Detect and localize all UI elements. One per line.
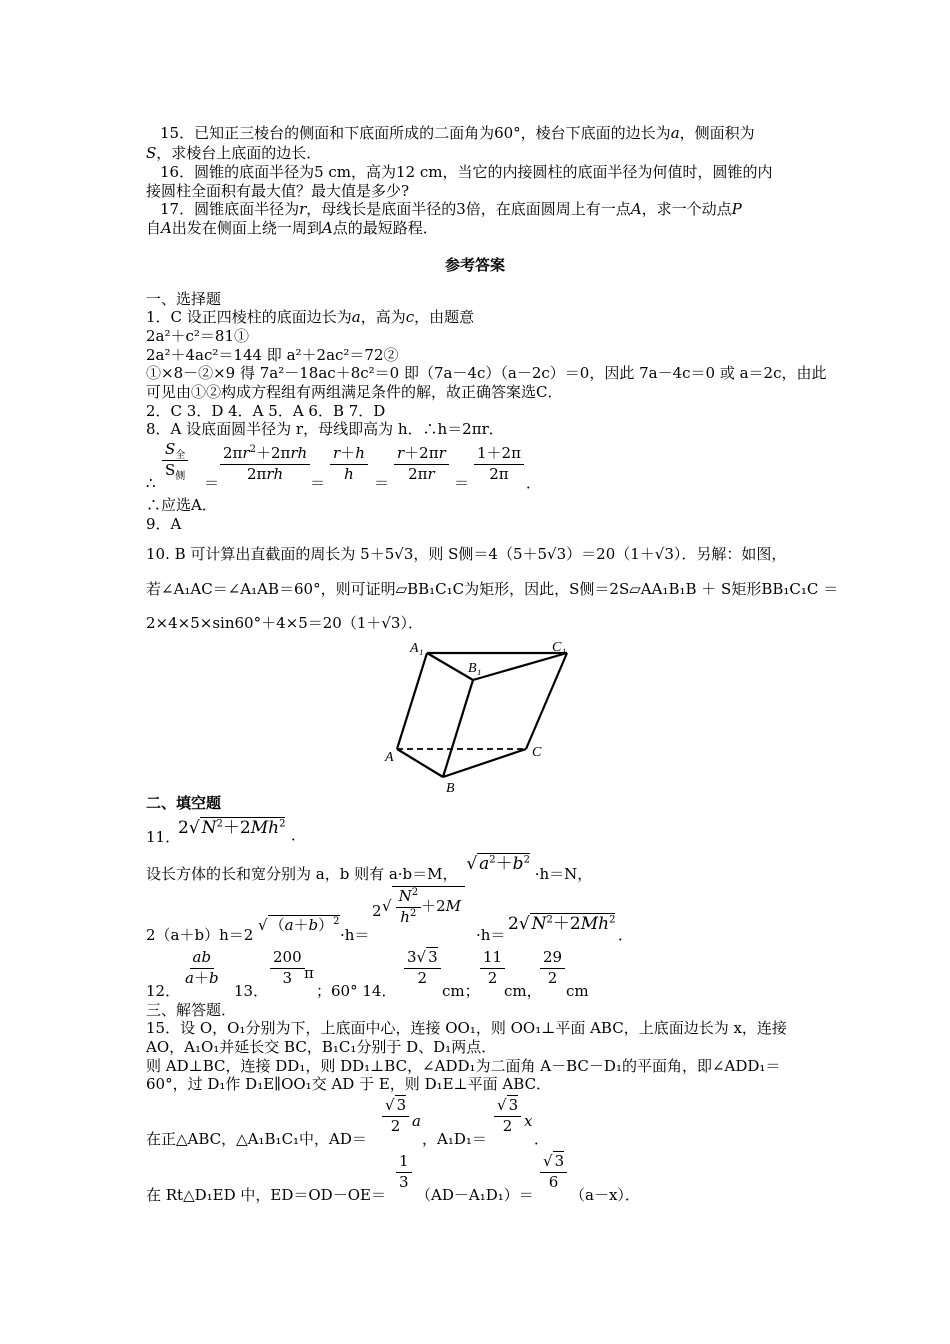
answer-10-line2: 若∠A₁AC＝∠A₁AB＝60°，则可证明▱BB₁C₁C为矩形，因此，S侧＝2S▱AA₁B₁B ＋ S矩形BB₁C₁C ＝	[146, 580, 839, 598]
answer-10-line3: 2×4×5×sin60°＋4×5＝20（1＋√3）．	[146, 614, 423, 632]
answer-2-7: 2．C 3．D 4．A 5．A 6．B 7．D	[146, 402, 386, 420]
answer-15-line5: 在正△ABC，△A₁B₁C₁中，AD＝ $\frac{√ 3}{2}$ a ，A₁D₁＝ $\frac{√ 3}{2}$ x ．	[146, 1096, 550, 1148]
fraction-3sqrt3-2: $\frac{3√ 3}{2}$	[404, 948, 441, 988]
figure-label-b: B	[446, 781, 455, 796]
fraction-sqrt3-2-x: $\frac{√ 3}{2}$	[494, 1096, 521, 1136]
answer-8-choose: ∴应选A．	[146, 496, 217, 514]
problem-15-line1: 15．已知正三棱台的侧面和下底面所成的二面角为60°，棱台下底面的边长为a，侧面积为	[160, 124, 755, 142]
answers-title: 参考答案	[444, 256, 505, 274]
section-1-heading: 一、选择题	[146, 290, 222, 308]
problem-17-line1: 17．圆锥底面半径为r，母线长是底面半径的3倍，在底面圆周上有一点A，求一个动点P	[160, 200, 742, 218]
answer-1-line4: ①×8－②×9 得 7a²－18ac＋8c²＝0 即（7a－4c）（a－2c）＝0，因此 7a－4c＝0 或 a＝2c，由此	[146, 364, 827, 382]
fraction-3: $\frac{r+2\pi r}{2\pi r}$	[394, 444, 449, 484]
problem-17-line2: 自A出发在侧面上绕一周到A点的最短路程．	[146, 219, 438, 237]
section-3-heading: 三、解答题．	[146, 1001, 237, 1019]
answer-1-line2: 2a²＋c²＝81①	[146, 327, 250, 345]
answer-15-line4: 60°，过 D₁作 D₁E∥OO₁交 AD 于 E，则 D₁E⊥平面 ABC．	[146, 1075, 552, 1093]
answer-8-line1: 8．A 设底面圆半径为 r，母线即高为 h．∴h＝2πr．	[146, 420, 504, 438]
answer-15-line2: AO，A₁O₁并延长交 BC，B₁C₁分别于 D、D₁两点．	[146, 1038, 497, 1056]
fraction-11-2: $\frac{11}{2}$	[480, 948, 505, 988]
fraction-29-2: $\frac{29}{2}$	[540, 948, 565, 988]
answer-11-line2: 设长方体的长和宽分别为 a，b 则有 a·b＝M， √ $a^2+b^2 \cdot h=N$，	[146, 854, 593, 883]
fraction-1: $2\pi r^2+2\pi rh$ 2πrh	[220, 444, 310, 484]
answer-9: 9．A	[146, 515, 182, 533]
fraction-sqrt3-6: $\frac{√ 3}{6}$	[540, 1152, 567, 1192]
answer-11: 11． 2√ $N^2+2Mh^2$ ．	[146, 818, 307, 846]
answer-1-line1: 1．C 设正四棱柱的底面边长为a，高为c，由题意	[146, 308, 475, 326]
figure-label-c1: C₁	[552, 640, 567, 655]
fraction-2: $\frac{r+h}{h}$	[330, 444, 368, 484]
problem-16-line1: 16．圆锥的底面半径为5 cm，高为12 cm，当它的内接圆柱的底面半径为何值时，圆锥的内	[160, 163, 773, 181]
prism-figure	[380, 636, 580, 796]
fraction-200-3: $\frac{200}{3}$	[270, 948, 305, 988]
problem-15-line2: S，求棱台上底面的边长．	[146, 144, 322, 162]
figure-label-a: A	[385, 750, 394, 765]
answer-1-line5: 可见由①②构成方程组有两组满足条件的解，故正确答案选C．	[146, 383, 563, 401]
figure-label-a1: A₁	[410, 641, 424, 656]
fraction-1-3: $\frac{1}{3}$	[396, 1152, 412, 1192]
figure-label-c: C	[532, 745, 542, 760]
answer-15-line6: 在 Rt△D₁ED 中，ED＝OD－OE＝ $\frac{1}{3}$ （AD－A₁D₁）＝ $\frac{√ 3}{6}$ （a－x）．	[146, 1152, 640, 1204]
answer-15-line3: 则 AD⊥BC，连接 DD₁，则 DD₁⊥BC，∠ADD₁为二面角 A－BC－D₁的平面角，即∠ADD₁＝	[146, 1057, 781, 1075]
answer-11-line3: 2（a＋b）h＝2 √ $(a+b)^2$ ·h＝ 2 √ $\frac{N^2}{h^2}$ ＋2M ·h＝ 2√ $N^2+2Mh^2$ ．	[146, 887, 634, 944]
figure-label-b1: B₁	[468, 661, 482, 676]
fraction-ab: $\frac{ab}{a+b}$	[185, 948, 219, 987]
answers-12-14: 12． $\frac{ab}{a+b}$ 13． $\frac{200}{3}$ π ；60° 14． $\frac{3√ 3}{2}$ cm； $\frac{11}{2}$ cm， $\frac{29}{2}$ cm	[146, 948, 589, 1000]
answer-1-line3: 2a²＋4ac²＝144 即 a²＋2ac²＝72②	[146, 346, 399, 364]
answer-15-line1: 15．设 O，O₁分别为下，上底面中心，连接 OO₁，则 OO₁⊥平面 ABC，上底面边长为 x，连接	[146, 1019, 787, 1037]
fraction-4: $\frac{1+2\pi}{2\pi}$	[474, 444, 524, 484]
answer-10-line1: 10. B 可计算出直截面的周长为 5＋5√3，则 S侧＝4（5＋5√3）＝20（1＋√3）．另解：如图，	[146, 545, 787, 563]
section-2-heading: 二、填空题	[146, 794, 222, 812]
problem-16-line2: 接圆柱全面积有最大值？最大值是多少?	[146, 182, 410, 200]
therefore-symbol: ∴	[146, 474, 156, 492]
fraction-s-total-over-s-side: $S_全$ $S_侧$	[162, 440, 188, 480]
fraction-sqrt3-2-a: $\frac{√ 3}{2}$	[382, 1096, 409, 1136]
answer-8-formula: ∴ $S_全$ $S_侧$ ＝ $2\pi r^2+2\pi rh$ 2πrh ＝ $\frac{r+h}{h}$ ＝ $\frac{r+2\pi r}{2\pi r}$ ＝ $\frac{1+2\pi}{2\pi}$ ．	[146, 440, 542, 492]
